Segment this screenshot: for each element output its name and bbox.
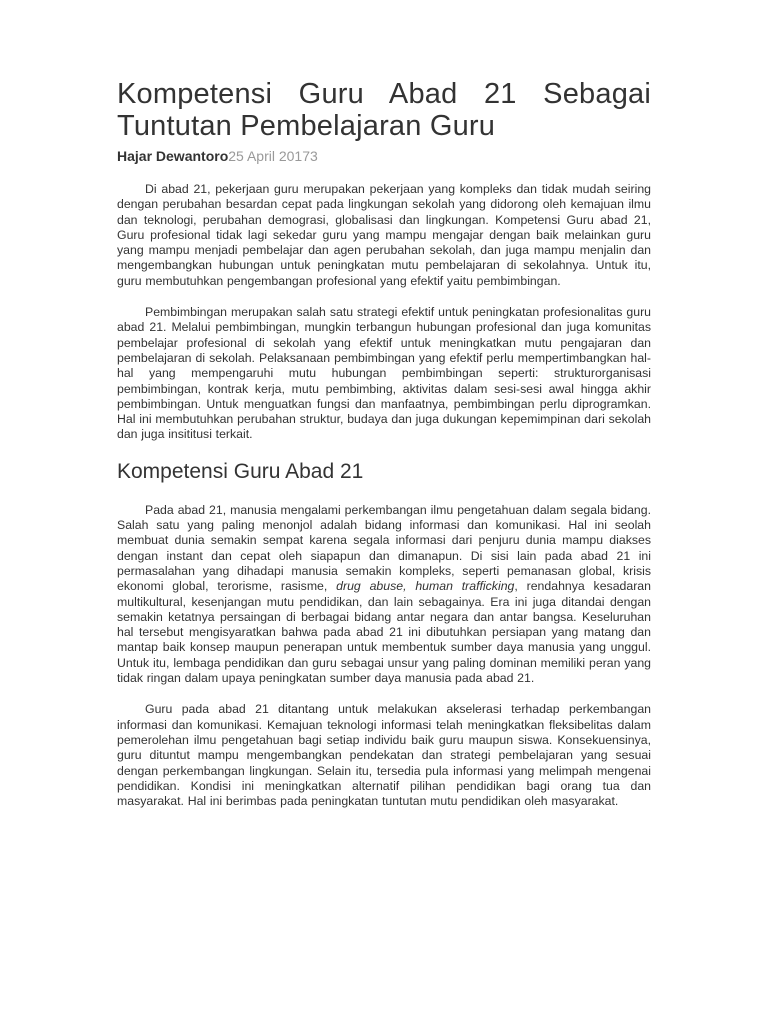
section-paragraph-1 [117, 503, 651, 687]
section-heading: Kompetensi Guru Abad 21 [117, 459, 364, 483]
article-body [117, 182, 651, 809]
section-paragraph-1-part-b: , rendahnya kesadaran multikultural, kesenjangan mutu pendidikan, dan lain sebagainya. Era ini juga ditandai dengan semakin ketatnya persaingan di berbagai bidang antar negara dan antar bangsa. Keseluruhan hal tersebut mengisyaratkan bahwa pada abad 21 ini dibutuhkan persiapan yang matang dan mantap baik konsep maupun penerapan untuk membentuk sumber daya manusia yang unggul. Untuk itu, lembaga pendidikan dan guru sebagai unsur yang paling dominan memiliki peran yang tidak ringan dalam upaya peningkatan sumber daya manusia pada abad 21. [117, 579, 651, 686]
section-paragraph-1-part-a: Pada abad 21, manusia mengalami perkembangan ilmu pengetahuan dalam segala bidang. Salah satu yang paling menonjol adalah bidang informasi dan komunikasi. Hal ini seolah membuat dunia semakin sempat karena segala informasi dari penjuru dunia mampu diakses dengan instant dan cepat oleh siapapun dan dimanapun. Di sisi lain pada abad 21 ini permasalahan yang dihadapi manusia semakin kompleks, seperti pemanasan global, krisis ekonomi global, terorisme, rasisme, [117, 502, 651, 594]
section-paragraph-1-italic: drug abuse, human trafficking [336, 579, 515, 594]
byline [117, 146, 651, 166]
publish-date: 25 April 20173 [228, 148, 318, 164]
article-title: Kompetensi Guru Abad 21 Sebagai Tuntutan Pembelajaran Guru [117, 78, 651, 142]
intro-paragraph-2: Pembimbingan merupakan salah satu strategi efektif untuk peningkatan profesionalitas guru abad 21. Melalui pembimbingan, mungkin terbangun hubungan profesional dan juga komunitas pembelajar profesional di sekolah yang efektif untuk meningkatkan mutu pengajaran dan pembelajaran di sekolah. Pelaksanaan pembimbingan yang efektif perlu mempertimbangkan hal-hal yang mempengaruhi mutu hubungan pembimbingan seperti: strukturorganisasi pembimbingan, kontrak kerja, mutu pembimbing, aktivitas dalam sesi-sesi awal hingga akhir pembimbingan. Untuk menguatkan fungsi dan manfaatnya, pembimbingan perlu diprogramkan. Hal ini membutuhkan perubahan struktur, budaya dan juga dukungan kepemimpinan dari sekolah dan juga insititusi terkait. [117, 305, 651, 442]
intro-paragraph-1: Di abad 21, pekerjaan guru merupakan pekerjaan yang kompleks dan tidak mudah seiring dengan perubahan besardan cepat pada lingkungan sekolah yang didorong oleh kemajuan ilmu dan teknologi, perubahan demograsi, globalisasi dan lingkungan. Kompetensi Guru abad 21, Guru profesional tidak lagi sekedar guru yang mampu mengajar dengan baik melainkan guru yang mampu menjadi pembelajar dan agen perubahan sekolah, dan juga mampu menjalin dan mengembangkan hubungan untuk peningkatan mutu pembelajaran di sekolahnya. Untuk itu, guru membutuhkan pengembangan profesional yang efektif yaitu pembimbingan. [117, 182, 651, 288]
author-name[interactable]: Hajar Dewantoro [117, 148, 229, 164]
document-page [117, 78, 651, 825]
section-paragraph-2: Guru pada abad 21 ditantang untuk melakukan akselerasi terhadap perkembangan informasi dan komunikasi. Kemajuan teknologi informasi telah meningkatkan fleksibelitas dalam pemerolehan ilmu pengetahuan bagi setiap individu baik guru maupun siswa. Konsekuensinya, guru dituntut mampu mengembangkan pendekatan dan strategi pembelajaran yang sesuai dengan perkembangan lingkungan. Selain itu, tersedia pula informasi yang melimpah mengenai pendidikan. Kondisi ini meningkatkan alternatif pilihan pendidikan bagi orang tua dan masyarakat. Hal ini berimbas pada peningkatan tuntutan mutu pendidikan oleh masyarakat. [117, 702, 651, 809]
